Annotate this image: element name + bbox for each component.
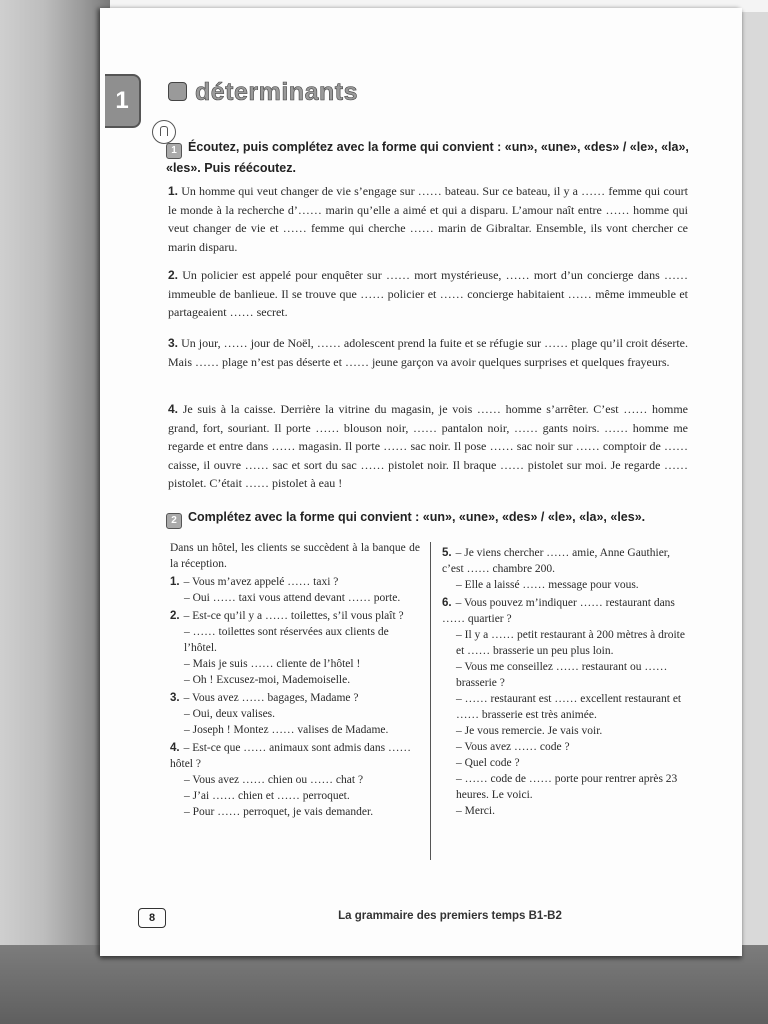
dialog-line [442,659,688,691]
book-title: La grammaire des premiers temps B1-B2 [338,910,562,922]
dialog-text: – Vous avez …… code ? [456,741,570,753]
dialog-line [170,574,420,590]
scan-background-bottom [0,945,768,1024]
dialog-line [442,577,688,593]
dialog-text: – Vous me conseillez …… restaurant ou …… brasserie ? [456,661,668,689]
exercise-1-heading [166,138,696,177]
dialog-block [170,608,420,688]
dialog-line [170,656,420,672]
dialog-text: – Oui …… taxi vous attend devant …… porte. [184,592,401,604]
dialog-text: – Quel code ? [456,757,520,769]
dialog-text: – …… code de …… porte pour rentrer après 23 heures. Le voici. [456,773,678,801]
exercise-2-right-column [442,543,688,819]
dialog-line [170,590,420,606]
dialog-text: – Vous m’avez appelé …… taxi ? [183,576,339,588]
dialog-line [170,672,420,688]
dialog-line [442,803,688,819]
dialog-number: 6. [442,597,452,609]
exercise-1-paragraph [168,400,688,493]
dialog-block [442,595,688,819]
dialog-line [442,771,688,803]
dialog-line [170,608,420,624]
dialog-number: 4. [170,742,180,754]
book-page [100,8,742,956]
dialog-line [442,755,688,771]
dialog-text: – Oui, deux valises. [184,708,276,720]
dialog-line [170,722,420,738]
dialog-line [442,739,688,755]
exercise-1-paragraph [168,182,688,256]
paragraph-text: Je suis à la caisse. Derrière la vitrine du magasin, je vois …… homme s’arrêter. C’est …… homme grand, fort, souriant. Il porte …… blouson noir, …… pantalon noir, …… gants noirs. …… homme me regarde et entre dans …… magasin. Il porte …… sac noir. Il pose …… sac noir sur …… comptoir de …… caisse, il ouvre …… sac et sort du sac …… pistolet noir. Il braque …… pistolet sur moi. Je regarde …… pistolet. C’était …… pistolet à eau ! [168,402,689,490]
dialog-block [170,690,420,738]
dialog-text: – Je viens chercher …… amie, Anne Gauthier, c’est …… chambre 200. [442,547,671,575]
dialog-line [170,804,420,820]
dialog-text: – J’ai …… chien et …… perroquet. [184,790,350,802]
dialog-number: 5. [442,547,452,559]
paragraph-number: 2. [168,268,179,282]
dialog-text: – Je vous remercie. Je vais voir. [456,725,603,737]
dialog-line [170,624,420,656]
exercise-2-left-column [170,540,420,820]
title-square-icon [168,82,187,101]
dialog-line [442,545,688,577]
dialog-text: – Elle a laissé …… message pour vous. [456,579,639,591]
dialog-text: – Vous avez …… bagages, Madame ? [183,692,359,704]
dialog-block [170,740,420,820]
dialog-text: – Est-ce que …… animaux sont admis dans …… hôtel ? [170,742,411,770]
dialog-text: – Est-ce qu’il y a …… toilettes, s’il vous plaît ? [183,610,404,622]
paragraph-text: Un homme qui veut changer de vie s’engage sur …… bateau. Sur ce bateau, il y a …… femme qui court le monde à la recherche d’…… marin qu’elle a aimé et qui a disparu. L’amour naît entre …… homme qui veut changer de vie et …… femme qui cherche …… marin de Gibraltar. Ensemble, ils vont chercher ce marin disparu. [168,184,688,254]
dialog-line [170,706,420,722]
exercise-1-paragraph [168,266,688,322]
scan-gutter [0,0,110,1024]
dialog-text: – Oh ! Excusez-moi, Mademoiselle. [184,674,351,686]
dialog-line [442,627,688,659]
dialog-text: – Mais je suis …… cliente de l’hôtel ! [184,658,361,670]
title-text: déterminants [195,78,358,106]
exercise-1-number: 1 [166,143,182,159]
dialog-line [170,788,420,804]
exercise-2-number: 2 [166,513,182,529]
page-title [168,78,358,107]
dialog-text: – Merci. [456,805,495,817]
dialog-block [442,545,688,593]
dialog-text: – …… toilettes sont réservées aux clients de l’hôtel. [184,626,389,654]
exercise-2-intro: Dans un hôtel, les clients se succèdent à la banque de la réception. [170,542,420,570]
dialog-text: – Vous avez …… chien ou …… chat ? [184,774,364,786]
dialog-text: – Vous pouvez m’indiquer …… restaurant dans …… quartier ? [442,597,675,625]
dialog-block [170,574,420,606]
dialog-text: – Joseph ! Montez …… valises de Madame. [184,724,389,736]
column-divider [430,542,431,860]
dialog-line [442,723,688,739]
dialog-line [170,772,420,788]
exercise-2-instruction: Complétez avec la forme qui convient : «un», «une», «des» / «le», «la», «les». [188,510,646,524]
paragraph-number: 1. [168,184,179,198]
dialog-text: – Il y a …… petit restaurant à 200 mètres à droite et …… brasserie un peu plus loin. [456,629,685,657]
paragraph-text: Un policier est appelé pour enquêter sur …… mort mystérieuse, …… mort d’un concierge dans …… immeuble de banlieue. Il se trouve que …… policier et …… concierge habitaient …… même immeuble et partageaient …… secret. [168,268,688,319]
dialog-number: 2. [170,610,180,622]
exercise-2-heading [166,508,726,529]
exercise-1-instruction: Écoutez, puis complétez avec la forme qui convient : «un», «une», «des» / «le», «la», «les». Puis réécoutez. [166,140,689,175]
paragraph-number: 4. [168,402,179,416]
exercise-1-paragraph [168,334,688,371]
dialog-line [170,740,420,772]
dialog-text: – …… restaurant est …… excellent restaurant et …… brasserie est très animée. [456,693,682,721]
chapter-tab: 1 [105,74,141,128]
dialog-line [170,690,420,706]
page-number: 8 [138,908,166,928]
dialog-text: – Pour …… perroquet, je vais demander. [184,806,374,818]
dialog-number: 3. [170,692,180,704]
dialog-number: 1. [170,576,180,588]
dialog-line [442,691,688,723]
paragraph-text: Un jour, …… jour de Noël, …… adolescent prend la fuite et se réfugie sur …… plage qu’il croit déserte. Mais …… plage n’est pas déserte et …… jeune garçon va avoir quelques surprises et quelques frayeurs. [168,336,688,369]
dialog-line [442,595,688,627]
paragraph-number: 3. [168,336,179,350]
